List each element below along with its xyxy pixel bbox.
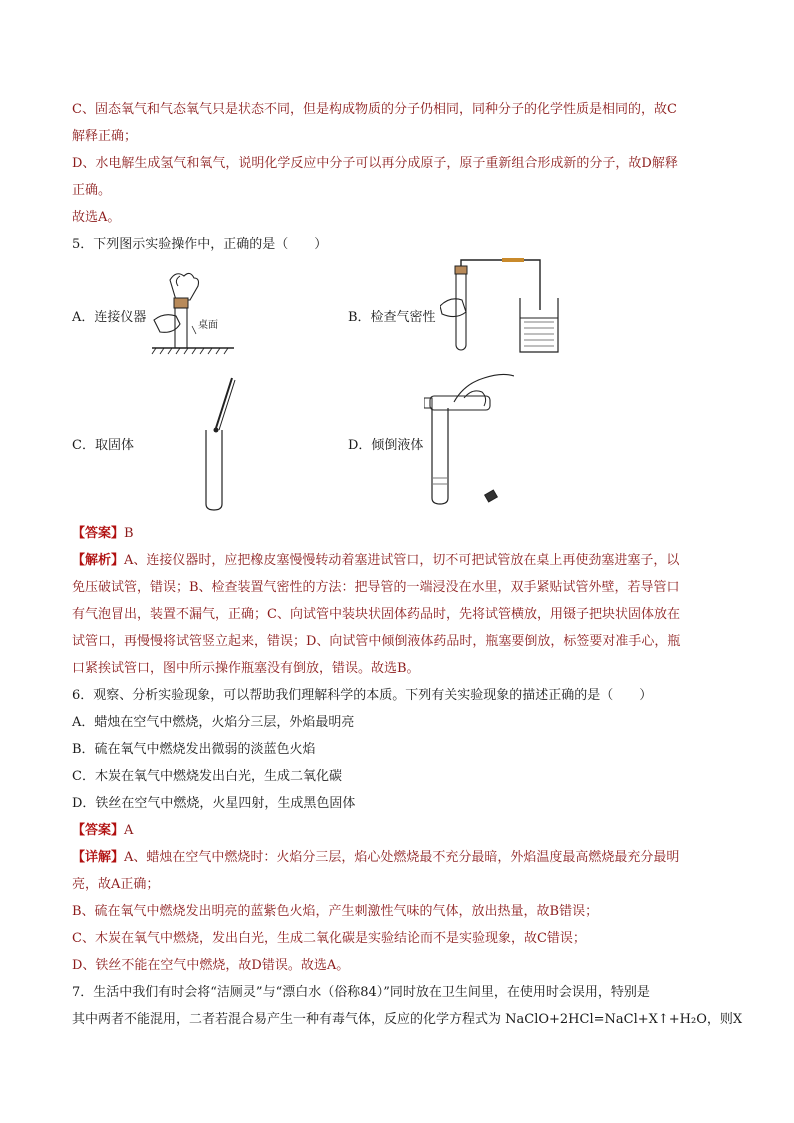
question-6-stem: 6．观察、分析实验现象，可以帮助我们理解科学的本质。下列有关实验现象的描述正确的是（ ） (72, 688, 653, 703)
question-7-line-2: 其中两者不能混用，二者若混合易产生一种有毒气体，反应的化学方程式为 NaClO+2HCl=NaCl+X↑+H₂O，则X (72, 1012, 743, 1027)
answer-tag: 【答案】 (72, 526, 125, 541)
question-5-figures (72, 258, 724, 520)
question-6-option-b: B．硫在氧气中燃烧发出微弱的淡蓝色火焰 (72, 742, 316, 757)
figure-take-solid (202, 376, 242, 512)
question-5-answer (72, 520, 724, 547)
figure-connect-apparatus (148, 266, 238, 362)
answer-c-line-1: C、固态氧气和气态氧气只是状态不同，但是构成物质的分子仍相同，同种分子的化学性质是相同的，故C (72, 102, 677, 117)
option-b-label: B．检查气密性 (348, 310, 436, 325)
detail-line-1 (72, 844, 724, 871)
question-6-option-d: D．铁丝在空气中燃烧，火星四射，生成黑色固体 (72, 796, 356, 811)
detail-tag: 【详解】 (72, 850, 125, 865)
answer-c-line-2: 解释正确； (72, 129, 138, 144)
page-content (72, 96, 743, 1033)
question-6-option-c: C．木炭在氧气中燃烧发出白光，生成二氧化碳 (72, 769, 342, 784)
question-6-option-a: A．蜡烛在空气中燃烧，火焰分三层，外焰最明亮 (72, 715, 355, 730)
question-6-answer (72, 817, 724, 844)
detail-line-3: B、硫在氧气中燃烧发出明亮的蓝紫色火焰，产生刺激性气味的气体，放出热量，故B错误； (72, 904, 599, 919)
analysis-text-1: A、连接仪器时，应把橡皮塞慢慢转动着塞进试管口，切不可把试管放在桌上再使劲塞进塞子，以 (124, 553, 680, 568)
option-a-label: A．连接仪器 (72, 310, 147, 325)
answer-d-line-1: D、水电解生成氢气和氧气，说明化学反应中分子可以再分成原子，原子重新组合形成新的分子，故D解释 (72, 156, 678, 171)
figure-pour-liquid (424, 368, 514, 518)
answer-d-line-2: 正确。 (72, 183, 112, 198)
detail-text-1: A、蜡烛在空气中燃烧时：火焰分三层，焰心处燃烧最不充分最暗，外焰温度最高燃烧最充分最明 (124, 850, 680, 865)
analysis-line-1 (72, 547, 724, 574)
option-c-label: C．取固体 (72, 438, 134, 453)
choose-answer-4: 故选A。 (72, 210, 121, 225)
analysis-line-5: 口紧挨试管口，图中所示操作瓶塞没有倒放，错误。故选B。 (72, 661, 420, 676)
detail-line-4: C、木炭在氧气中燃烧，发出白光，生成二氧化碳是实验结论而不是实验现象，故C错误； (72, 931, 586, 946)
figure-airtightness-check (440, 258, 564, 360)
desk-label: 桌面 (198, 320, 218, 331)
question-7-line-1: 7．生活中我们有时会将“洁厕灵”与“漂白水（俗称84）”同时放在卫生间里，在使用时会误用，特别是 (72, 985, 650, 1000)
analysis-line-4: 试管口，再慢慢将试管竖立起来，错误；D、向试管中倾倒液体药品时，瓶塞要倒放，标签要对准手心，瓶 (72, 634, 681, 649)
analysis-line-3: 有气泡冒出，装置不漏气，正确；C、向试管中装块状固体药品时，先将试管横放，用镊子把块状固体放在 (72, 607, 680, 622)
detail-line-5: D、铁丝不能在空气中燃烧，故D错误。故选A。 (72, 958, 350, 973)
analysis-line-2: 免压破试管，错误；B、检查装置气密性的方法：把导管的一端浸没在水里，双手紧贴试管外壁，若导管口 (72, 580, 680, 595)
question-5-stem: 5．下列图示实验操作中，正确的是（ ） (72, 237, 328, 252)
analysis-tag: 【解析】 (72, 553, 125, 568)
answer-value: B (124, 526, 134, 541)
detail-line-2: 亮，故A正确； (72, 877, 160, 892)
option-d-label: D．倾倒液体 (348, 438, 424, 453)
answer-value: A (124, 823, 134, 838)
answer-tag: 【答案】 (72, 823, 125, 838)
